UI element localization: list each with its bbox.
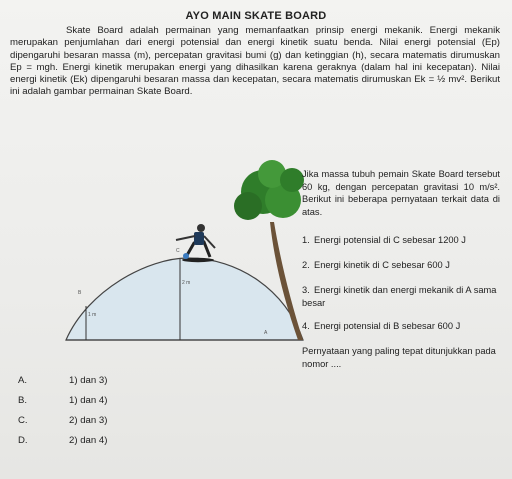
skateboard-illustration xyxy=(58,140,308,370)
option-text: 2) dan 4) xyxy=(69,434,108,446)
skater-icon xyxy=(176,224,215,262)
answer-option-d[interactable] xyxy=(18,430,218,450)
option-letter: A. xyxy=(18,374,28,386)
option-letter: C. xyxy=(18,414,28,426)
label-point-a: A xyxy=(264,330,268,336)
skateboard-figure xyxy=(58,140,308,370)
statement-text: Energi kinetik dan energi mekanik di A sama besar xyxy=(302,285,497,308)
label-point-b: B xyxy=(78,290,82,296)
statement-item xyxy=(302,284,502,309)
label-height-2m: 2 m xyxy=(182,280,191,286)
question-text: Jika massa tubuh pemain Skate Board tersebut 60 kg, dengan percepatan gravitasi 10 m/s². Berikut ini beberapa pernyataan terkait data di atas. xyxy=(302,169,500,217)
statement-number: 1. xyxy=(302,235,310,245)
answer-option-a[interactable] xyxy=(18,370,218,390)
answer-option-b[interactable] xyxy=(18,390,218,410)
option-text: 1) dan 3) xyxy=(69,374,108,386)
answer-options xyxy=(18,370,218,450)
statement-number: 3. xyxy=(302,285,310,295)
statement-number: 2. xyxy=(302,260,310,270)
option-letter: B. xyxy=(18,394,28,406)
statement-number: 4. xyxy=(302,321,310,331)
statement-item xyxy=(302,234,502,247)
intro-text: Skate Board adalah permainan yang memanfaatkan prinsip energi mekanik. Energi mekanik merupakan penjumlahan dari energi potensial dan energi kinetik suatu benda. Nilai energi potensial (Ep) dipengaruhi besaran massa (m), percepatan gravitasi bumi (g) dan ketinggian (h), secara matematis dirumuskan Ep = mgh. Energi kinetik merupakan energi yang dihasilkan karena geraknya (dalam hal ini kecepatan). Nilai energi kinetik (Ek) dipengaruhi besaran massa dan kecepatan, secara matematis dirumuskan Ek = ½ mv². Berikut ini adalah gambar permainan Skate Board. xyxy=(10,25,500,98)
statement-text: Energi potensial di C sebesar 1200 J xyxy=(314,235,466,245)
option-text: 1) dan 4) xyxy=(69,394,108,406)
statement-text: Energi potensial di B sebesar 600 J xyxy=(314,321,461,331)
label-height-1m: 1 m xyxy=(88,312,97,318)
closing-text: Pernyataan yang paling tepat ditunjukkan pada nomor .... xyxy=(302,346,496,369)
tree-foliage-icon xyxy=(234,160,304,220)
ramp-shape xyxy=(66,258,303,340)
statement-item xyxy=(302,259,502,272)
option-text: 2) dan 3) xyxy=(69,414,108,426)
label-point-c: C xyxy=(176,248,180,254)
intro-paragraph xyxy=(10,25,500,99)
option-letter: D. xyxy=(18,434,28,446)
question-block xyxy=(302,168,500,218)
page-title: AYO MAIN SKATE BOARD xyxy=(185,10,327,22)
answer-option-c[interactable] xyxy=(18,410,218,430)
statement-item xyxy=(302,320,502,333)
statement-text: Energi kinetik di C sebesar 600 J xyxy=(314,260,450,270)
